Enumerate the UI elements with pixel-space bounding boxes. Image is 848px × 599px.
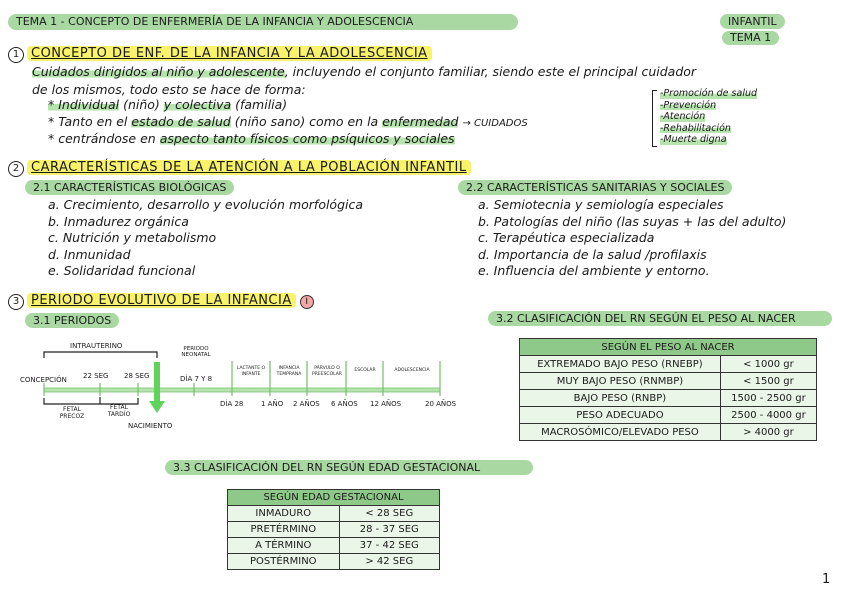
section-title: PERIODO EVOLUTIVO DE LA INFANCIA [27,293,296,308]
body-line: de los mismos, todo esto se hace de forma: [32,82,306,97]
list-item: d. Importancia de la salud /profilaxis [478,246,707,262]
intrauterine-bracket [44,352,157,358]
list-item: a. Semiotecnia y semiología especiales [478,197,724,212]
list-item: c. Terapéutica especializada [478,230,655,245]
week-28-label: 28 SEG [124,372,150,380]
cell: 1500 - 2500 gr [720,390,816,407]
tick-label: 1 AÑO [261,400,284,408]
table-header: SEGÚN EL PESO AL NACER [520,339,817,356]
subsection-2-2: 2.2 CARACTERÍSTICAS SANITARIAS Y SOCIALES [458,180,732,195]
highlight: * Individual [48,97,120,112]
list-item: -Muerte digna [660,134,727,145]
text: (niño) [119,97,164,112]
cell: PRETÉRMINO [228,522,340,538]
text: * centrándose en [48,131,160,146]
cell: 2500 - 4000 gr [720,407,816,424]
fetal-brackets [44,397,138,404]
section-number: 1 [8,47,24,63]
highlight: estado de salud [131,114,231,129]
list-item: c. Nutrición y metabolismo [48,230,217,245]
timeline-axis [44,388,440,392]
subsection-3-3: 3.3 CLASIFICACIÓN DEL RN SEGÚN EDAD GESTACIONAL [165,460,533,475]
table-row [228,554,440,570]
subsection-2-1: 2.1 CARACTERÍSTICAS BIOLÓGICAS [25,180,234,195]
text: , incluyendo el conjunto familiar, siendo este el principal cuidador [284,64,697,79]
cell: BAJO PESO (RNBP) [520,390,721,407]
cell: > 4000 gr [720,424,816,441]
text: * Tanto en el [48,114,132,129]
birth-arrow-icon [149,401,165,413]
cell: A TÉRMINO [228,538,340,554]
subsection-3-2: 3.2 CLASIFICACIÓN DEL RN SEGÚN EL PESO AL NACER [488,311,832,326]
table-row [520,407,817,424]
cell: MUY BAJO PESO (RNMBP) [520,373,721,390]
cell: 37 - 42 SEG [339,538,439,554]
highlight: Cuidados dirigidos al niño y adolescente [32,64,285,79]
highlight: aspecto tanto físicos como psíquicos y sociales [159,131,455,146]
cell: EXTREMADO BAJO PESO (RNEBP) [520,356,721,373]
list-item: -Atención [660,111,706,122]
tick-label: 6 AÑOS [331,400,358,408]
cell: < 1500 gr [720,373,816,390]
tick-label: 12 AÑOS [370,400,402,408]
section-number: 2 [8,161,24,177]
subject-label: INFANTIL [720,14,785,29]
birth-arrow-shaft [154,362,160,402]
tick-label: 20 AÑOS [425,400,457,408]
tick-label: DÍA 28 [220,400,244,408]
section-number: 3 [8,294,24,310]
table-row [520,373,817,390]
period-label: ADOLESCENCIA [394,368,430,373]
cell: POSTÉRMINO [228,554,340,570]
cell: < 1000 gr [720,356,816,373]
list-item: b. Inmadurez orgánica [48,213,189,229]
text: (familia) [231,97,288,112]
page-number: 1 [822,572,831,587]
table-row [228,538,440,554]
gestational-age-table [227,489,440,570]
list-item: e. Solidaridad funcional [48,263,196,278]
list-item: d. Inmunidad [48,246,131,262]
section-title: CARACTERÍSTICAS DE LA ATENCIÓN A LA POBLACIÓN INFANTIL [27,160,471,175]
fetal-early-label: FETAL PRECOZ [59,406,85,420]
intrauterine-label: INTRAUTERINO [70,342,123,350]
list-item: -Promoción de salud [660,88,758,99]
cell: > 42 SEG [339,554,439,570]
table-row [228,506,440,522]
highlight: y colectiva [163,97,232,112]
table-header: SEGÚN EDAD GESTACIONAL [228,490,440,506]
highlight: enfermedad [382,114,459,129]
day-7-8-label: DÍA 7 Y 8 [180,375,213,383]
list-item: -Rehabilitación [660,122,731,134]
table-row [520,390,817,407]
tick-label: 2 AÑOS [293,400,320,408]
period-label: INFANCIA TEMPRANA [276,366,302,377]
topic-label: TEMA 1 [722,31,779,45]
neonatal-label: PERIODO NEONATAL [181,346,211,358]
cell: 28 - 37 SEG [339,522,439,538]
cell: PESO ADECUADO [520,407,721,424]
birth-label: NACIMIENTO [128,422,173,430]
list-item: e. Influencia del ambiente y entorno. [478,263,710,278]
period-label: PÁRVULO O PREESCOLAR [312,366,342,377]
birth-weight-table [519,338,817,441]
cell: < 28 SEG [339,506,439,522]
week-22-label: 22 SEG [83,372,109,380]
list-item: b. Patologías del niño (las suyas + las del adulto) [478,213,787,229]
document-title: TEMA 1 - CONCEPTO DE ENFERMERÍA DE LA INFANCIA Y ADOLESCENCIA [8,14,518,30]
cell: MACROSÓMICO/ELEVADO PESO [520,424,721,441]
table-row [520,356,817,373]
period-label: ESCOLAR [354,368,376,373]
cuidados-arrow: → CUIDADOS [462,118,528,129]
conception-label: CONCEPCIÓN [20,376,67,384]
part-badge: I [300,295,314,309]
table-row [520,424,817,441]
table-row [228,522,440,538]
list-item: a. Crecimiento, desarrollo y evolución morfológica [48,197,364,212]
text: (niño sano) como en la [230,114,383,129]
fetal-late-label: FETAL TARDÍO [107,404,131,418]
subsection-3-1: 3.1 PERIODOS [25,313,119,328]
list-item: -Prevención [660,99,717,111]
period-label: LACTANTE O INFANTE [236,366,266,377]
section-title: CONCEPTO DE ENF. DE LA INFANCIA Y LA ADOLESCENCIA [27,46,432,61]
cell: INMADURO [228,506,340,522]
